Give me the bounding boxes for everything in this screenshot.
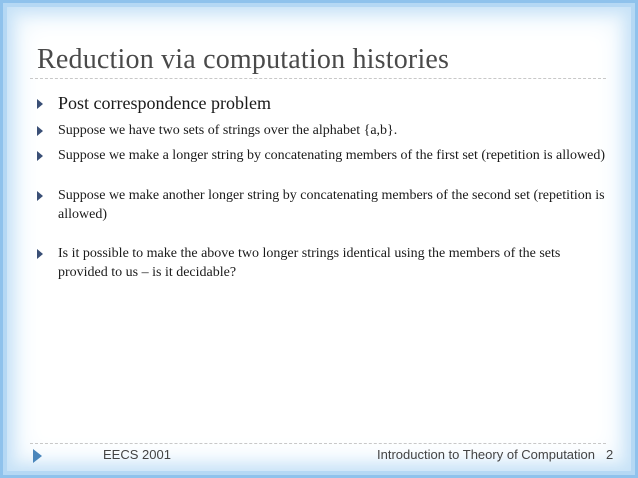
bullet-item [37, 92, 607, 114]
bullet-arrow-icon [37, 126, 43, 136]
title-divider [30, 78, 606, 79]
bullet-text: Suppose we make another longer string by concatenating members of the second set (repetition is allowed) [58, 188, 605, 222]
page-number: 2 [606, 447, 614, 462]
footer-course-title: Introduction to Theory of Computation [377, 447, 595, 462]
bullet-item [37, 244, 607, 282]
bullet-arrow-icon [37, 249, 43, 259]
bullet-text: Suppose we have two sets of strings over the alphabet {a,b}. [58, 123, 398, 138]
footer-divider [30, 443, 606, 444]
bullet-arrow-icon [37, 99, 43, 109]
footer-arrow-icon [33, 449, 42, 463]
bullet-item [37, 121, 607, 140]
slide-title: Reduction via computation histories [37, 44, 450, 75]
footer-course: EECS 2001 [103, 447, 171, 462]
bullet-text: Suppose we make a longer string by concatenating members of the first set (repetition is allowed) [58, 148, 606, 163]
bullet-item [37, 146, 607, 165]
bullet-item [37, 186, 607, 224]
bullet-text: Post correspondence problem [58, 93, 271, 113]
bullet-arrow-icon [37, 191, 43, 201]
bullet-arrow-icon [37, 151, 43, 161]
bullet-text: Is it possible to make the above two longer strings identical using the members of the sets provided to us – is it decidable? [58, 246, 561, 280]
